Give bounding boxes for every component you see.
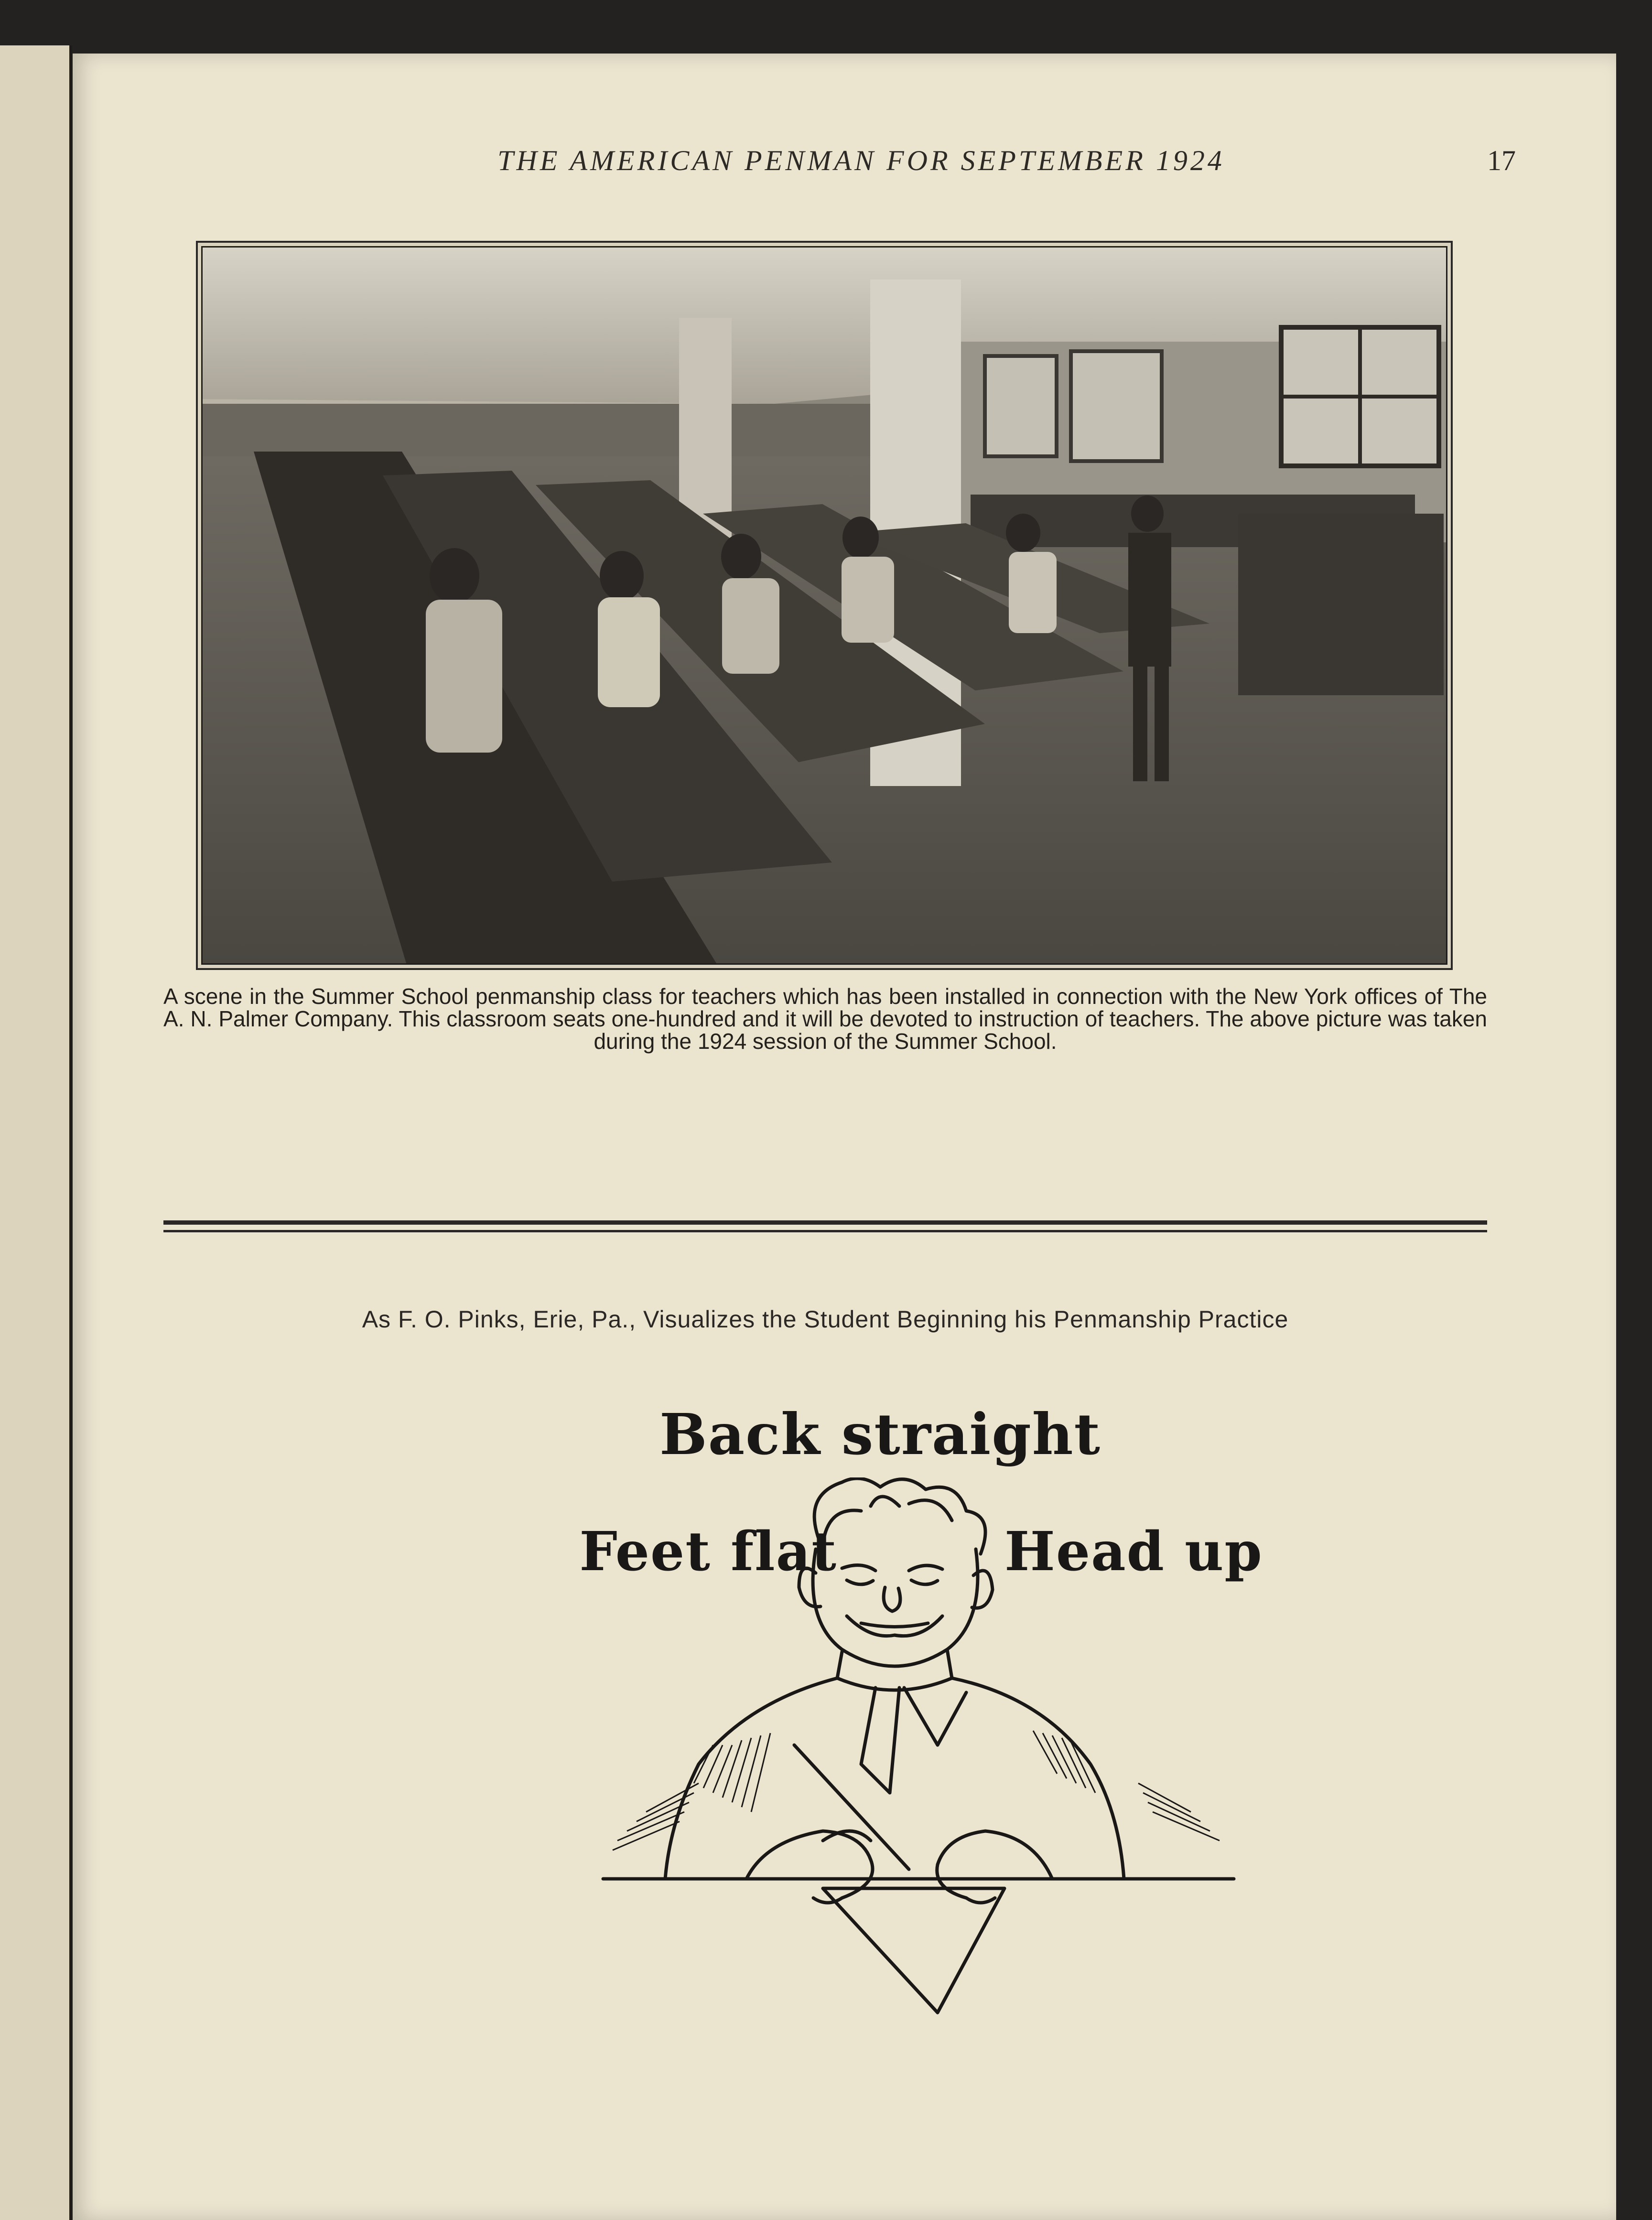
left-page-edge <box>0 45 72 2220</box>
label-head-up: Head up <box>1004 1520 1263 1583</box>
photo-caption: A scene in the Summer School penmanship class for teachers which has been installed in connection with the New York offices of The A. N. Palmer Company. This classroom seats one-hundred and it will be devoted to instruction of teachers. The above picture was taken during the 1924 session of the Summer School. <box>163 984 1487 1054</box>
section-divider-thin <box>163 1230 1487 1232</box>
magazine-page <box>73 54 1616 2220</box>
classroom-photo-icon <box>201 246 1447 965</box>
label-feet-flat: Feet flat <box>579 1520 837 1583</box>
cartoon-title: As F. O. Pinks, Erie, Pa., Visualizes the Student Beginning his Penmanship Practice <box>362 1306 1289 1333</box>
classroom-photo <box>196 241 1453 970</box>
label-back-straight: Back straight <box>659 1401 1101 1467</box>
page-number: 17 <box>1487 145 1516 176</box>
running-title: THE AMERICAN PENMAN FOR SEPTEMBER 1924 <box>497 145 1225 176</box>
section-divider-thick <box>163 1220 1487 1225</box>
